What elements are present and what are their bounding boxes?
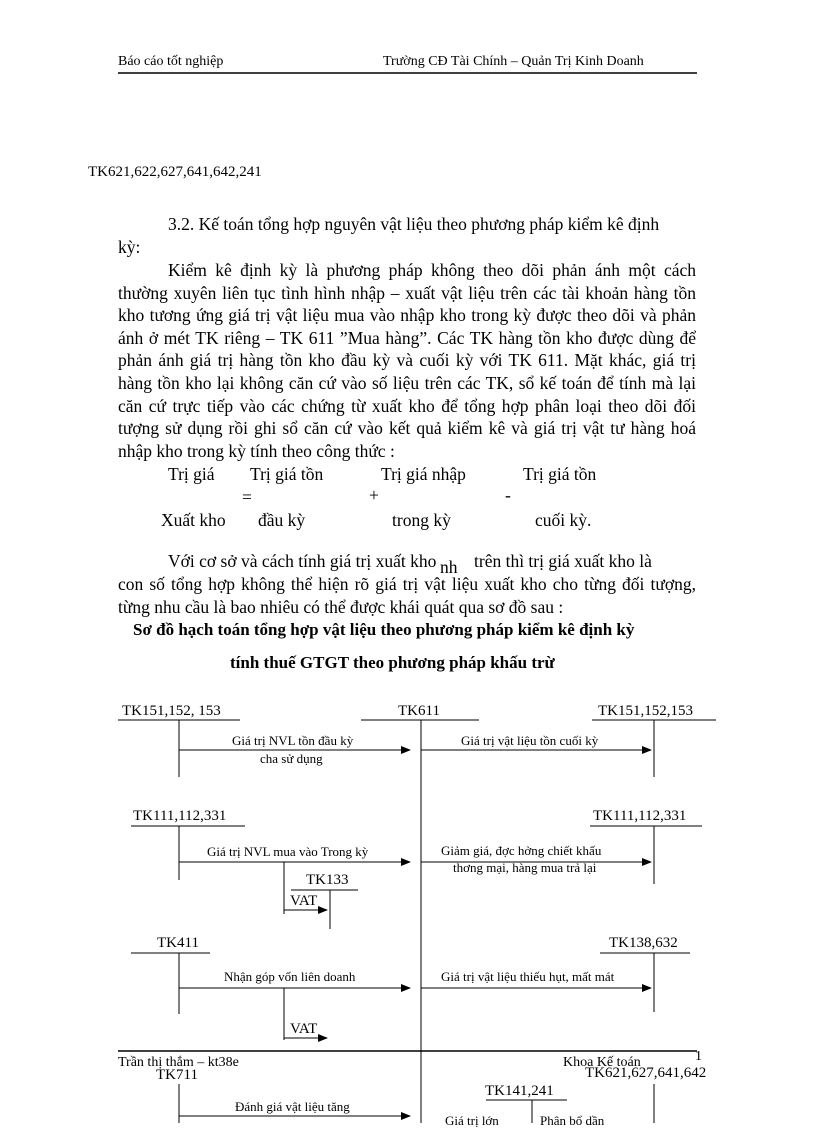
formula-t2: Trị giá tồn	[250, 464, 324, 484]
account-tk141: TK141,241	[485, 1083, 554, 1099]
account-right-2: TK111,112,331	[593, 808, 687, 824]
flow-label-5: Nhận góp vốn liên doanh	[224, 969, 356, 984]
vat-label-1: VAT	[290, 893, 318, 909]
flow-label-7: Đánh giá vật liệu tăng	[235, 1099, 350, 1114]
paragraph-2-start: Với cơ sở và cách tính giá trị xuất kho	[168, 551, 437, 571]
account-left-4: TK711	[156, 1067, 198, 1083]
account-tk133: TK133	[306, 872, 349, 888]
flow-label-9: Phân bổ dần	[540, 1113, 605, 1128]
account-left-1: TK151,152, 153	[122, 703, 221, 719]
flow-label-1b: cha sử dụng	[260, 751, 323, 766]
formula-b2: đầu kỳ	[258, 510, 306, 530]
section-title-line2: kỳ:	[118, 237, 141, 257]
page-number: 1	[695, 1049, 702, 1064]
flow-label-1a: Giá trị NVL tồn đầu kỳ	[232, 733, 354, 748]
flow-label-8: Giá trị lớn	[445, 1113, 499, 1128]
formula-plus: +	[369, 485, 379, 505]
account-tk611: TK611	[398, 703, 440, 719]
footer-right: Khoa Kế toán	[563, 1055, 641, 1070]
formula-t1: Trị giá	[168, 464, 215, 484]
formula-b1: Xuất kho	[161, 510, 226, 530]
formula-b4: cuối kỳ.	[535, 510, 592, 530]
flow-label-2: Giá trị vật liệu tồn cuối kỳ	[461, 733, 599, 748]
flow-label-6: Giá trị vật liệu thiếu hụt, mất mát	[441, 969, 615, 984]
paragraph-2-end: trên thì trị giá xuất kho là	[474, 551, 652, 571]
account-right-1: TK151,152,153	[598, 703, 693, 719]
formula-minus: -	[505, 485, 511, 505]
paragraph-2-subscript: nh	[440, 557, 458, 577]
vat-label-2: VAT	[290, 1021, 318, 1037]
flow-label-4a: Giảm giá, đợc hởng chiết khấu	[441, 843, 602, 858]
section-title-line1: 3.2. Kế toán tổng hợp nguyên vật liệu theo phương pháp kiểm kê định	[168, 214, 660, 234]
flow-label-4b: thơng mại, hàng mua trả lại	[453, 860, 597, 875]
formula-equals: =	[242, 487, 252, 507]
account-right-4: TK621,627,641,642	[585, 1065, 707, 1081]
paragraph-2-rest: con số tổng hợp không thể hiện rõ giá trị vật liệu xuất kho cho từng đối tượng, từng nhu cầu là bao nhiêu có thể được khái quát qua sơ đồ sau :	[118, 574, 696, 617]
account-left-2: TK111,112,331	[133, 808, 227, 824]
paragraph-1: Kiểm kê định kỳ là phương pháp không theo dõi phản ánh một cách thường xuyên liên tục tình hình nhập – xuất vật liệu trên các tài khoản hàng tồn kho tương ứng giá trị vật liệu mua vào nhập kho trong kỳ được theo dõi và phản ánh ở mét TK riêng – TK 611 ”Mua hàng”. Các TK hàng tồn kho được dùng để phản ánh giá trị hàng tồn kho đầu kỳ và cuối kỳ với TK 611. Mặt khác, giá trị hàng tồn kho lại không căn cứ vào số liệu trên các TK, sổ kế toán để tính mà lại căn cứ trực tiếp vào các chứng từ xuất kho để tổng hợp phân loại theo dõi đối tượng sử dụng rồi ghi sổ căn cứ vào kết quả kiểm kê và giá trị vật tư hàng hoá nhập kho trong kỳ tính theo công thức :	[118, 260, 696, 461]
account-right-3: TK138,632	[609, 935, 678, 951]
diagram-title-line1: Sơ đồ hạch toán tổng hợp vật liệu theo phương pháp kiểm kê định kỳ	[133, 620, 635, 639]
account-left-3: TK411	[157, 935, 199, 951]
header-right: Trường CĐ Tài Chính – Quản Trị Kinh Doanh	[383, 54, 644, 69]
formula-t3: Trị giá nhập	[381, 464, 466, 484]
flow-label-3: Giá trị NVL mua vào Trong kỳ	[207, 844, 369, 859]
diagram-title-line2: tính thuế GTGT theo phương pháp khấu trừ	[230, 653, 555, 672]
top-accounts: TK621,622,627,641,642,241	[88, 164, 262, 180]
footer-left: Trần thị thắm – kt38e	[118, 1055, 239, 1070]
header-left: Báo cáo tốt nghiệp	[118, 54, 224, 69]
formula-t4: Trị giá tồn	[523, 464, 597, 484]
formula-b3: trong kỳ	[392, 510, 451, 530]
